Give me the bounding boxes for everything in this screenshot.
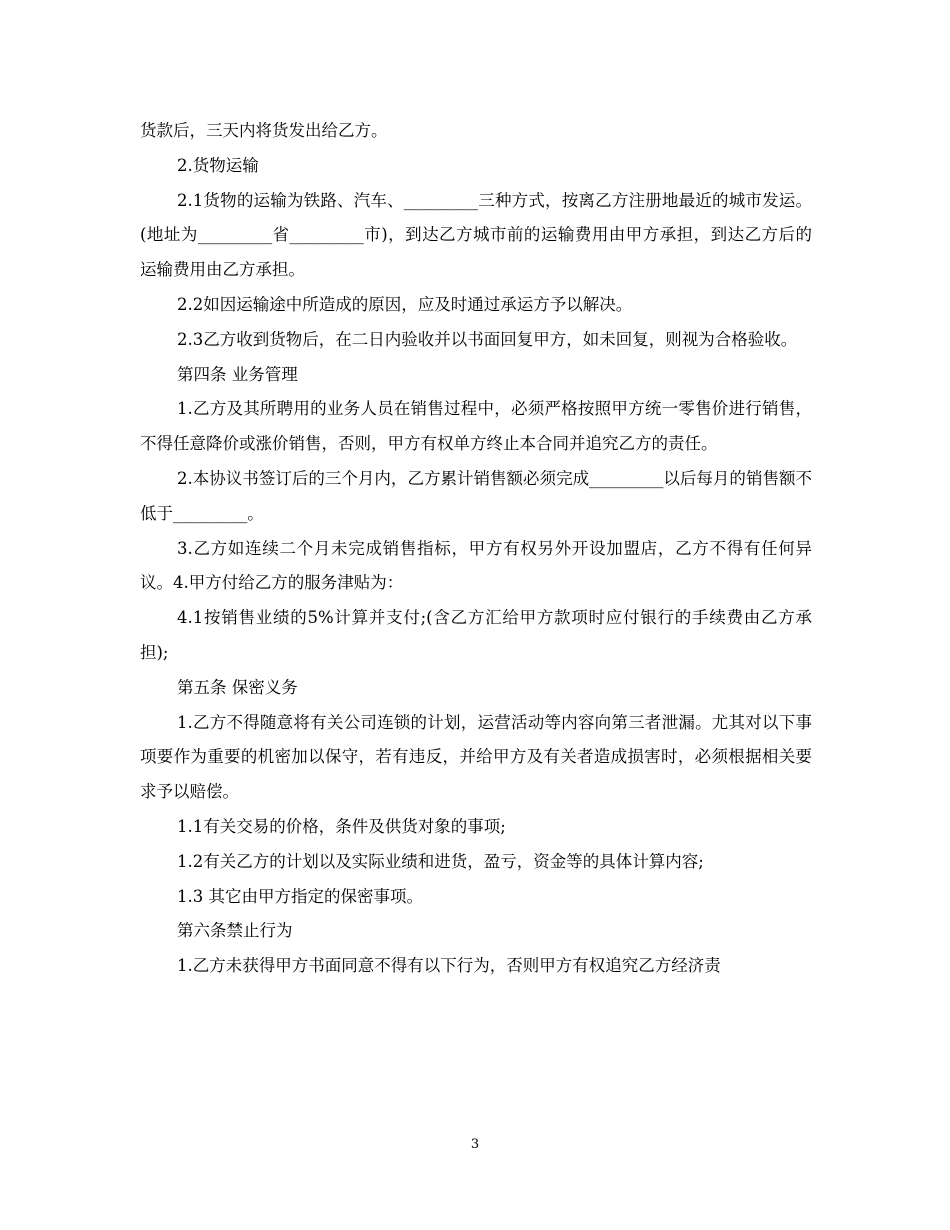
document-body (140, 114, 812, 984)
article-5-heading: 第五条 保密义务 (177, 677, 298, 697)
article-4-clause-4-1: 4.1按销售业绩的5%计算并支付;(含乙方汇给甲方款项时应付银行的手续费由乙方承担); (140, 608, 812, 662)
article-5-clause-1-2: 1.2有关乙方的计划以及实际业绩和进货，盈亏，资金等的具体计算内容; (177, 851, 704, 871)
clause-2-1: 2.1货物的运输为铁路、汽车、_________三种方式，按离乙方注册地最近的城市发运。(地址为_________省_________市)，到达乙方城市前的运输费用由甲方承担，到达乙方后的运输费用由乙方承担。 (140, 190, 812, 280)
clause-2-3: 2.3乙方收到货物后，在二日内验收并以书面回复甲方，如未回复，则视为合格验收。 (177, 329, 798, 349)
page-number: 3 (470, 1137, 480, 1152)
clause-2-2: 2.2如因运输途中所造成的原因，应及时通过承运方予以解决。 (177, 294, 633, 314)
article-4-clause-2: 2.本协议书签订后的三个月内，乙方累计销售额必须完成_________以后每月的销售额不低于_________。 (140, 468, 812, 523)
article-5-clause-1-3: 1.3 其它由甲方指定的保密事项。 (177, 886, 423, 906)
article-4-clause-3: 3.乙方如连续二个月未完成销售指标，甲方有权另外开设加盟店，乙方不得有任何异议。4.甲方付给乙方的服务津贴为： (140, 538, 812, 593)
article-4-heading: 第四条 业务管理 (177, 364, 298, 384)
article-5-clause-1: 1.乙方不得随意将有关公司连锁的计划，运营活动等内容向第三者泄漏。尤其对以下事项要作为重要的机密加以保守，若有违反，并给甲方及有关者造成损害时，必须根据相关要求予以赔偿。 (140, 712, 812, 802)
article-5-clause-1-1: 1.1有关交易的价格，条件及供货对象的事项; (177, 816, 506, 836)
article-6-clause-1: 1.乙方未获得甲方书面同意不得有以下行为，否则甲方有权追究乙方经济责 (177, 956, 721, 976)
heading-goods-transport: 2.货物运输 (177, 155, 259, 175)
article-4-clause-1: 1.乙方及其所聘用的业务人员在销售过程中，必须严格按照甲方统一零售价进行销售，不得任意降价或涨价销售，否则，甲方有权单方终止本合同并追究乙方的责任。 (140, 399, 812, 454)
article-6-heading: 第六条禁止行为 (177, 921, 293, 941)
paragraph-continuation: 货款后，三天内将货发出给乙方。 (140, 121, 388, 140)
